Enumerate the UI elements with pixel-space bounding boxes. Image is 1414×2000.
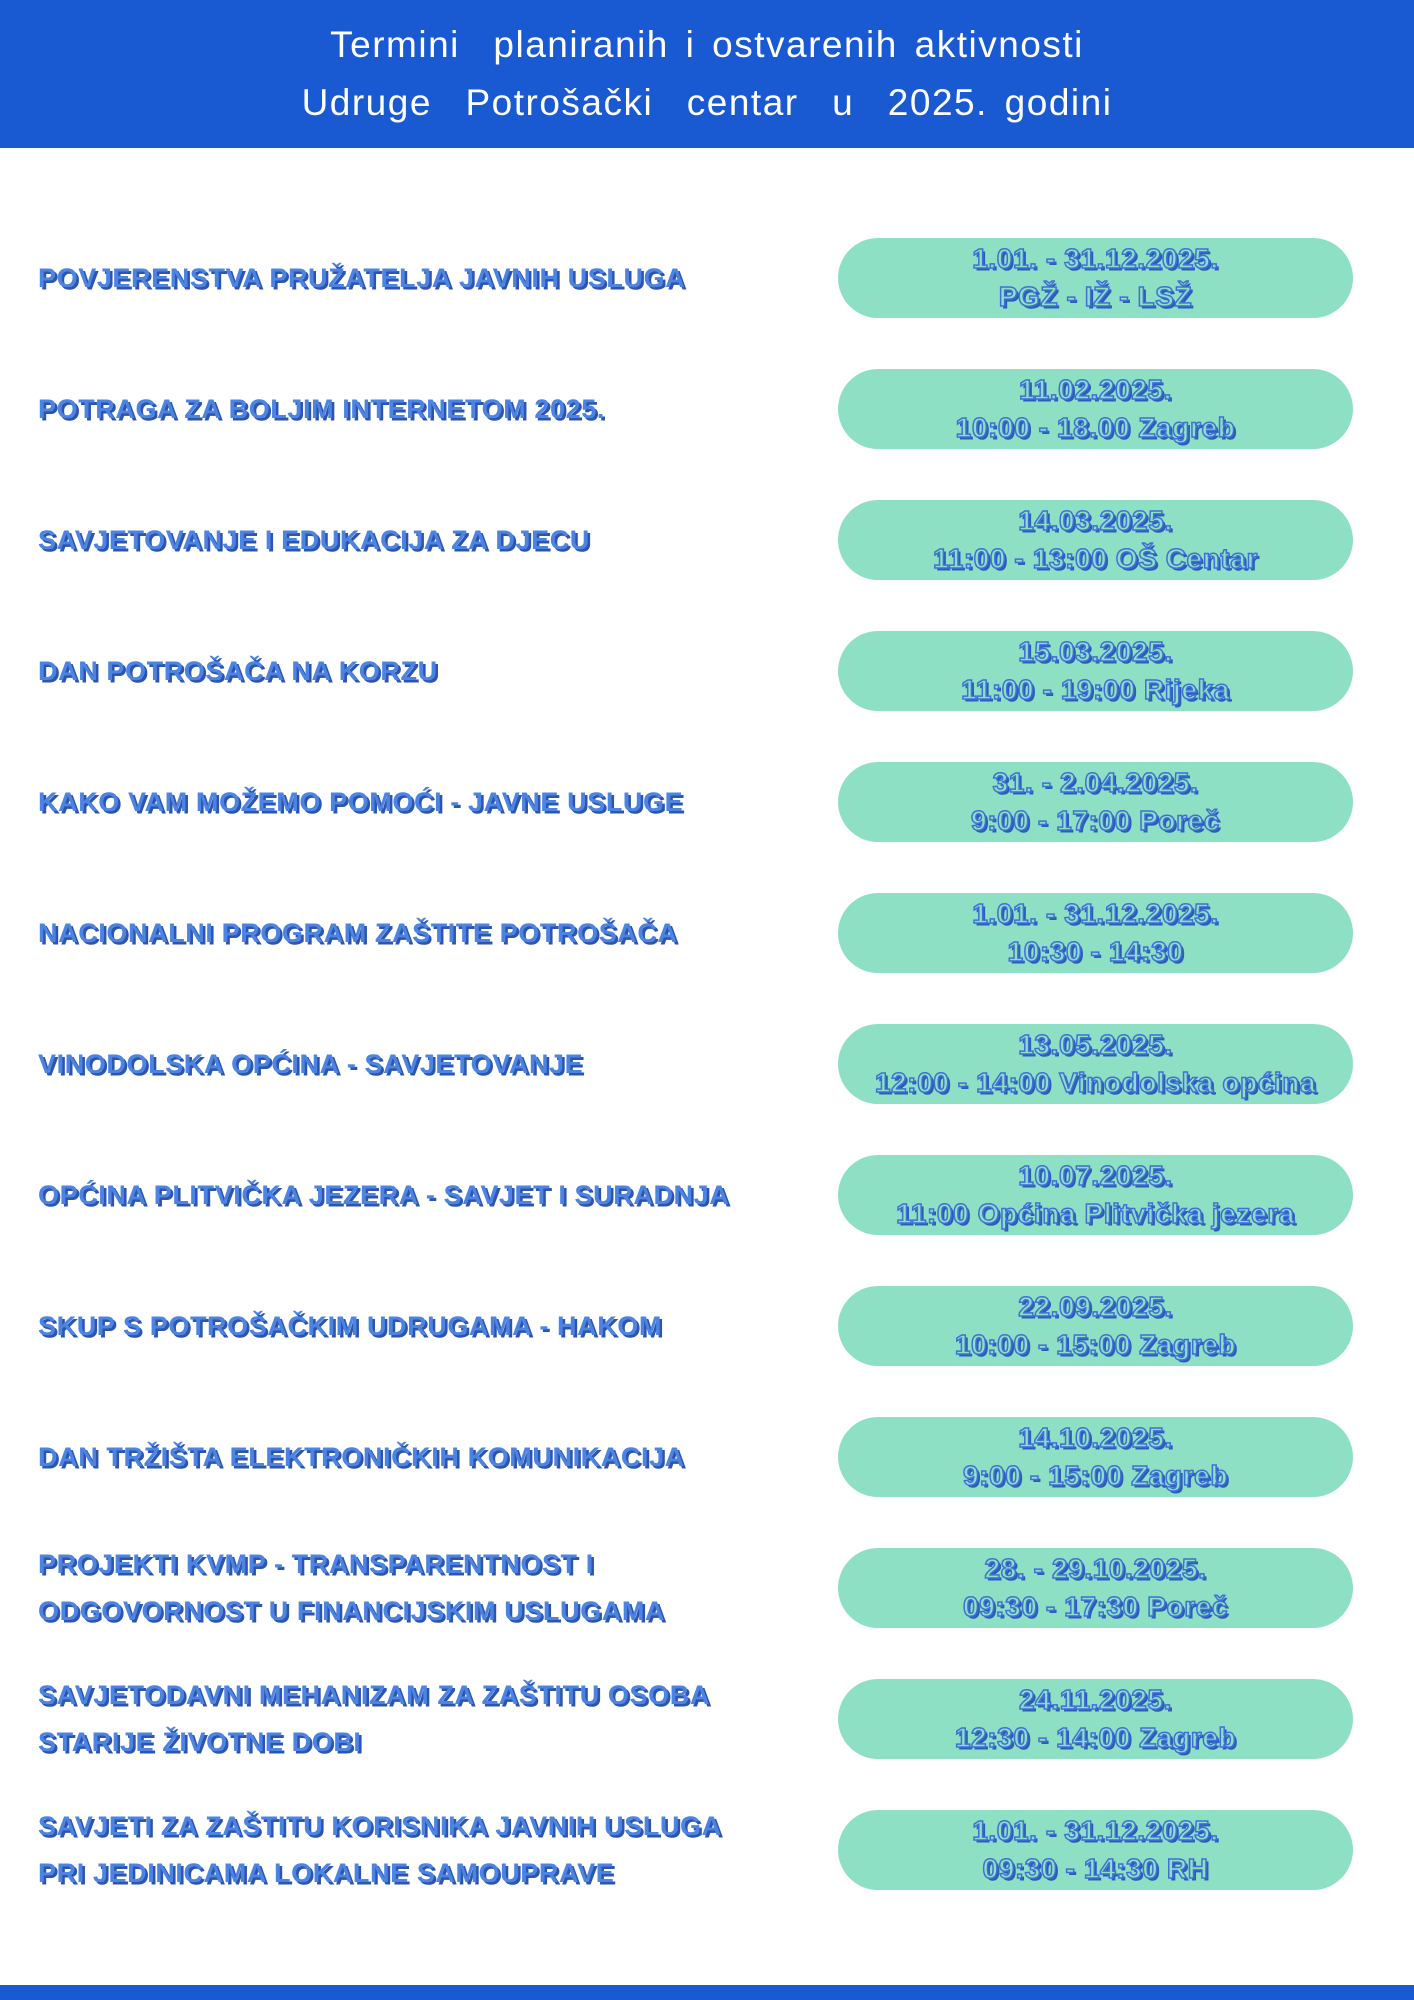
schedule-text-line: 1.01. - 31.12.2025. [972, 243, 1219, 274]
page-header [0, 0, 1414, 148]
activity-title-line: KAKO VAM MOŽEMO POMOĆI - JAVNE USLUGE [38, 786, 684, 817]
schedule-text-line: 31. - 2.04.2025. [992, 767, 1199, 798]
activity-row [0, 1417, 1414, 1497]
activity-title-line: DAN TRŽIŠTA ELEKTRONIČKIH KOMUNIKACIJA [38, 1441, 685, 1472]
schedule-text-line: PGŽ - IŽ - LSŽ [998, 281, 1193, 312]
activity-title-line: NACIONALNI PROGRAM ZAŠTITE POTROŠAČA [38, 917, 678, 948]
activity-title-line: POVJERENSTVA PRUŽATELJA JAVNIH USLUGA [38, 262, 686, 293]
activity-row [0, 500, 1414, 580]
activity-title [38, 648, 838, 695]
schedule-pill [838, 1810, 1353, 1890]
schedule-text-line: 10:00 - 18.00 Zagreb [955, 412, 1236, 443]
schedule-pill [838, 1417, 1353, 1497]
schedule-text-line: 10:30 - 14:30 [1007, 936, 1184, 967]
schedule-pill [838, 1679, 1353, 1759]
schedule-text-line: 09:30 - 17:30 Poreč [962, 1591, 1229, 1622]
schedule-text-line: 09:30 - 14:30 RH [982, 1853, 1209, 1884]
activity-title-line: SAVJETOVANJE I EDUKACIJA ZA DJECU [38, 524, 590, 555]
schedule-text-line: 13.05.2025. [1018, 1029, 1173, 1060]
schedule-text-line: 11.02.2025. [1019, 374, 1172, 405]
activity-row [0, 238, 1414, 318]
activity-row [0, 762, 1414, 842]
schedule-text-line: 11:00 - 19:00 Rijeka [961, 674, 1230, 705]
schedule-pill [838, 369, 1353, 449]
activity-title-line: PROJEKTI KVMP - TRANSPARENTNOST I [38, 1549, 594, 1579]
activity-row [0, 1548, 1414, 1628]
schedule-text-line: 10:00 - 15:00 Zagreb [954, 1329, 1237, 1360]
schedule-text-line: 1.01. - 31.12.2025. [972, 1815, 1219, 1846]
activity-title [38, 1041, 838, 1088]
activity-title [38, 1434, 838, 1481]
schedule-pill [838, 1548, 1353, 1628]
activity-title [38, 910, 838, 957]
activity-row [0, 631, 1414, 711]
schedule-text-line: 12:00 - 14:00 Vinodolska općina [874, 1067, 1317, 1098]
schedule-text-line: 9:00 - 15:00 Zagreb [962, 1460, 1229, 1491]
activity-title [38, 779, 838, 826]
activity-row [0, 1024, 1414, 1104]
schedule-text-line: 10.07.2025. [1018, 1160, 1173, 1191]
schedule-text-line: 1.01. - 31.12.2025. [972, 898, 1219, 929]
activity-title-line: SAVJETODAVNI MEHANIZAM ZA ZAŠTITU OSOBA [38, 1680, 710, 1710]
schedule-pill [838, 893, 1353, 973]
activity-title-line: STARIJE ŽIVOTNE DOBI [38, 1727, 362, 1757]
schedule-text-line: 22.09.2025. [1018, 1291, 1173, 1322]
activity-title [38, 1803, 838, 1897]
schedule-text-line: 15.03.2025. [1018, 636, 1173, 667]
schedule-text-line: 14.03.2025. [1018, 505, 1173, 536]
activity-title-line: SAVJETI ZA ZAŠTITU KORISNIKA JAVNIH USLUGA [38, 1811, 722, 1841]
activity-list [0, 148, 1414, 1890]
schedule-pill [838, 631, 1353, 711]
page-title-line-1: Termini planiranih i ostvarenih aktivnosti [330, 23, 1084, 65]
activity-title-line: ODGOVORNOST U FINANCIJSKIM USLUGAMA [38, 1596, 666, 1626]
activity-title [38, 517, 838, 564]
schedule-pill [838, 1155, 1353, 1235]
activity-row [0, 1810, 1414, 1890]
activity-title-line: POTRAGA ZA BOLJIM INTERNETOM 2025. [38, 393, 605, 424]
activity-title-line: SKUP S POTROŠAČKIM UDRUGAMA - HAKOM [38, 1310, 663, 1341]
schedule-text-line: 14.10.2025. [1018, 1422, 1173, 1453]
schedule-pill [838, 1024, 1353, 1104]
activity-title [38, 255, 838, 302]
activity-title [38, 1303, 838, 1350]
activity-title-line: OPĆINA PLITVIČKA JEZERA - SAVJET I SURADNJA [38, 1179, 730, 1210]
schedule-text-line: 28. - 29.10.2025. [984, 1553, 1207, 1584]
activity-row [0, 1155, 1414, 1235]
page-title-line-2: Udruge Potrošački centar u 2025. godini [301, 82, 1113, 123]
activity-title [38, 1172, 838, 1219]
schedule-pill [838, 500, 1353, 580]
schedule-pill [838, 1286, 1353, 1366]
activity-title [38, 386, 838, 433]
schedule-text-line: 11:00 Općina Plitvička jezera [896, 1198, 1295, 1229]
schedule-text-line: 12:30 - 14:00 Zagreb [954, 1722, 1237, 1753]
activity-title-line: DAN POTROŠAČA NA KORZU [38, 655, 438, 686]
activity-title [38, 1541, 838, 1635]
schedule-text-line: 9:00 - 17:00 Poreč [971, 805, 1220, 836]
activity-row [0, 1679, 1414, 1759]
schedule-pill [838, 238, 1353, 318]
activity-title-line: PRI JEDINICAMA LOKALNE SAMOUPRAVE [38, 1858, 615, 1888]
activity-row [0, 369, 1414, 449]
activity-row [0, 893, 1414, 973]
activity-row [0, 1286, 1414, 1366]
activity-title-line: VINODOLSKA OPĆINA - SAVJETOVANJE [38, 1048, 584, 1079]
schedule-text-line: 11:00 - 13:00 OŠ Centar [932, 543, 1259, 574]
activity-title [38, 1672, 838, 1766]
footer-bar [0, 1985, 1414, 2000]
schedule-text-line: 24.11.2025. [1019, 1684, 1172, 1715]
schedule-pill [838, 762, 1353, 842]
